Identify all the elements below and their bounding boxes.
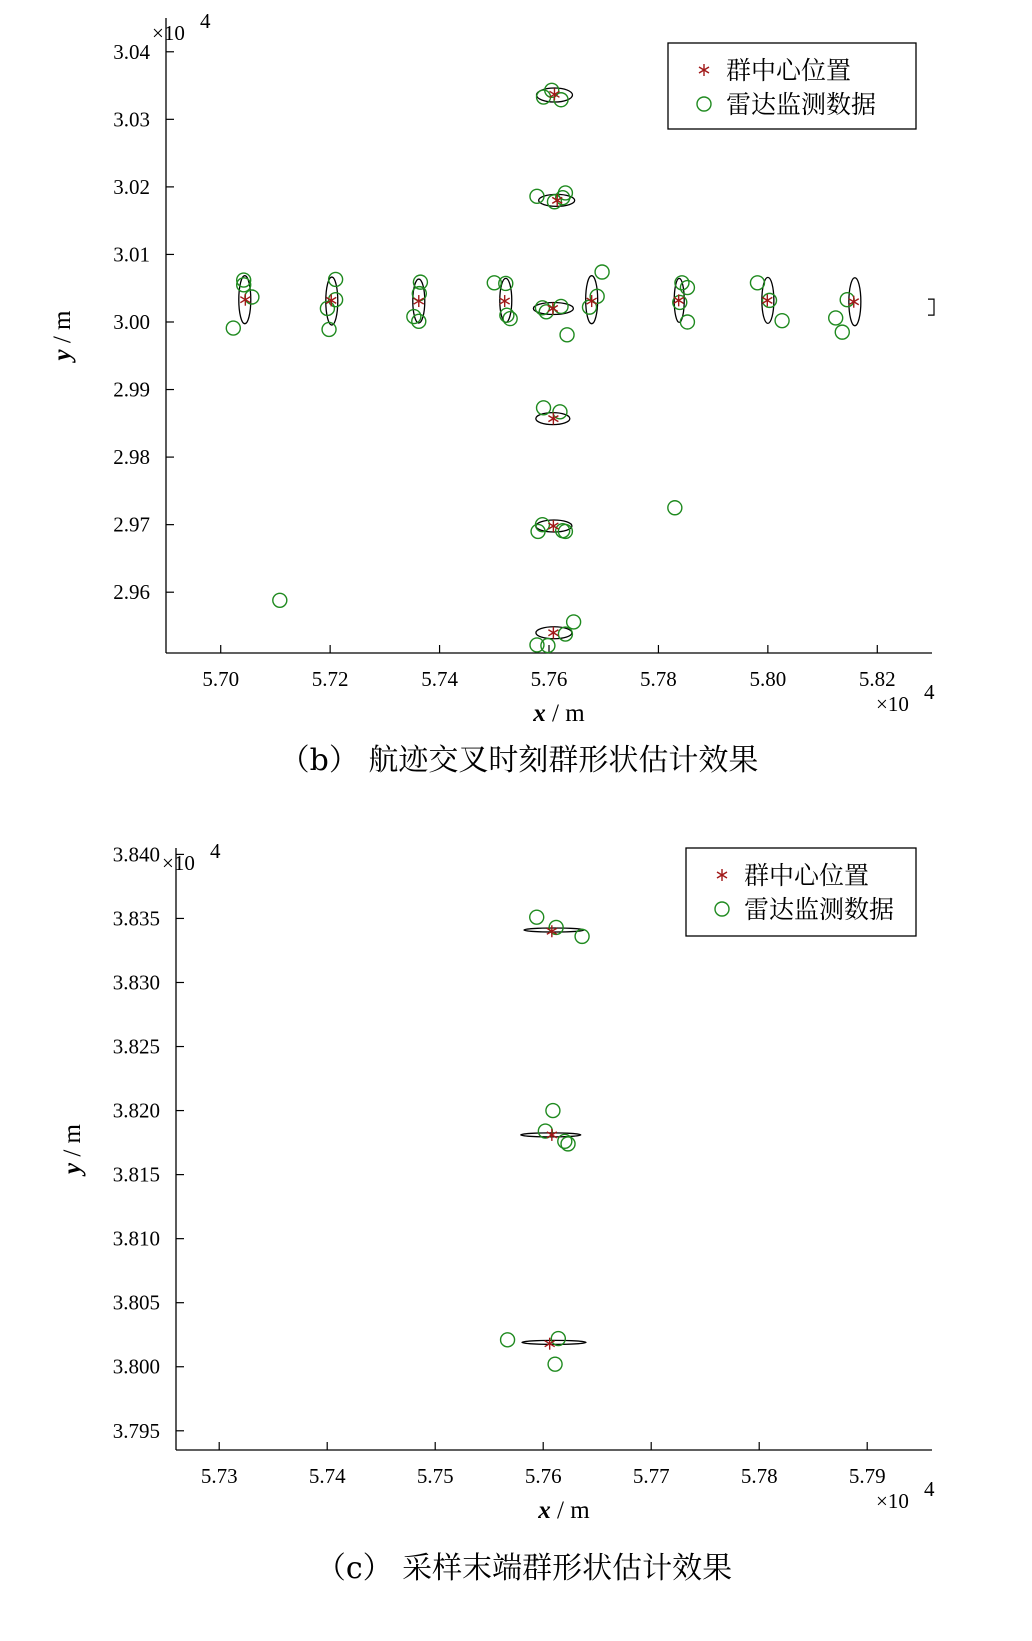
y-tick-label: 3.03 xyxy=(113,107,150,132)
group-center-point xyxy=(547,1129,557,1141)
radar-data-point xyxy=(273,593,287,607)
y-axis-exponent: 4 xyxy=(200,9,211,33)
legend xyxy=(686,848,916,936)
figure-caption: （c） 采样末端群形状估计效果 xyxy=(315,1551,733,1586)
y-tick-label: 3.01 xyxy=(113,242,150,267)
radar-data-point xyxy=(835,325,849,339)
legend-label-center: 群中心位置 xyxy=(744,861,870,890)
group-center-point xyxy=(547,925,557,937)
y-tick-label: 3.800 xyxy=(112,1354,160,1379)
x-axis-label: x / m xyxy=(533,700,585,727)
radar-data-point xyxy=(775,314,789,328)
x-axis-multiplier: ×10 xyxy=(876,692,909,716)
x-axis-multiplier: ×10 xyxy=(876,1489,909,1513)
group-center-point xyxy=(587,295,597,307)
x-tick-label: 5.80 xyxy=(749,667,787,691)
radar-data-point xyxy=(668,501,682,515)
y-axis-label: y / m xyxy=(49,310,76,361)
y-tick-label: 3.805 xyxy=(112,1290,160,1315)
group-center-point xyxy=(500,295,510,307)
x-tick-label: 5.74 xyxy=(421,667,458,691)
legend xyxy=(668,43,916,129)
x-tick-label: 5.82 xyxy=(858,667,896,691)
y-tick-label: 2.97 xyxy=(113,512,150,537)
legend-label-radar: 雷达监测数据 xyxy=(726,90,877,119)
radar-data-point xyxy=(840,293,854,307)
x-axis-label: x / m xyxy=(538,1497,590,1524)
y-tick-label: 3.825 xyxy=(112,1034,160,1059)
y-axis-label: y / m xyxy=(59,1123,86,1175)
y-axis-multiplier: ×10 xyxy=(152,21,185,45)
x-tick-label: 5.72 xyxy=(311,667,349,691)
radar-data-point xyxy=(595,265,609,279)
radar-data-point xyxy=(553,405,567,419)
y-tick-label: 3.02 xyxy=(113,174,150,199)
y-tick-label: 3.795 xyxy=(112,1418,160,1443)
x-tick-label: 5.70 xyxy=(202,667,240,691)
chart-panel-b xyxy=(49,9,935,778)
radar-data-point xyxy=(501,1333,515,1347)
radar-data-point xyxy=(245,290,259,304)
x-tick-label: 5.76 xyxy=(524,1464,562,1488)
group-center-point xyxy=(548,627,558,639)
y-tick-label: 3.820 xyxy=(112,1098,160,1123)
x-tick-label: 5.79 xyxy=(848,1464,886,1488)
y-tick-label: 3.815 xyxy=(112,1162,160,1187)
y-axis-exponent: 4 xyxy=(210,839,221,863)
group-center-point xyxy=(326,294,336,306)
legend-label-center: 群中心位置 xyxy=(726,56,852,85)
x-tick-label: 5.78 xyxy=(740,1464,778,1488)
radar-data-point xyxy=(750,276,764,290)
y-tick-label: 3.00 xyxy=(113,309,150,334)
figure-caption: （b） 航迹交叉时刻群形状估计效果 xyxy=(279,743,759,778)
radar-data-point xyxy=(829,311,843,325)
radar-data-point xyxy=(541,639,555,653)
x-tick-label: 5.76 xyxy=(530,667,568,691)
radar-data-point xyxy=(551,1332,565,1346)
x-tick-label: 5.77 xyxy=(632,1464,670,1488)
x-tick-label: 5.78 xyxy=(640,667,677,691)
radar-data-point xyxy=(322,322,336,336)
radar-data-point xyxy=(558,627,572,641)
x-axis-exponent: 4 xyxy=(924,1477,935,1501)
legend-label-radar: 雷达监测数据 xyxy=(744,895,895,924)
x-tick-label: 5.75 xyxy=(416,1464,454,1488)
radar-data-point xyxy=(575,929,589,943)
y-tick-label: 3.840 xyxy=(112,842,160,867)
chart-panel-c xyxy=(59,839,935,1586)
radar-data-point xyxy=(680,315,694,329)
x-tick-label: 5.74 xyxy=(308,1464,346,1488)
y-tick-label: 3.835 xyxy=(112,906,160,931)
radar-data-point xyxy=(537,401,551,415)
radar-data-point xyxy=(530,910,544,924)
group-center-point xyxy=(414,295,424,307)
y-tick-label: 3.810 xyxy=(112,1226,160,1251)
radar-data-point xyxy=(567,615,581,629)
x-axis-exponent: 4 xyxy=(924,680,935,704)
y-tick-label: 2.96 xyxy=(113,580,150,605)
radar-data-point xyxy=(560,328,574,342)
y-tick-label: 2.98 xyxy=(113,445,150,470)
y-axis-multiplier: ×10 xyxy=(162,851,195,875)
x-tick-label: 5.73 xyxy=(200,1464,238,1488)
radar-data-point xyxy=(548,1357,562,1371)
radar-data-point xyxy=(226,321,240,335)
group-shape-outline xyxy=(928,299,934,315)
y-tick-label: 3.830 xyxy=(112,970,160,995)
radar-data-point xyxy=(320,301,334,315)
y-tick-label: 3.04 xyxy=(113,39,150,64)
radar-data-point xyxy=(546,1104,560,1118)
y-tick-label: 2.99 xyxy=(113,377,150,402)
